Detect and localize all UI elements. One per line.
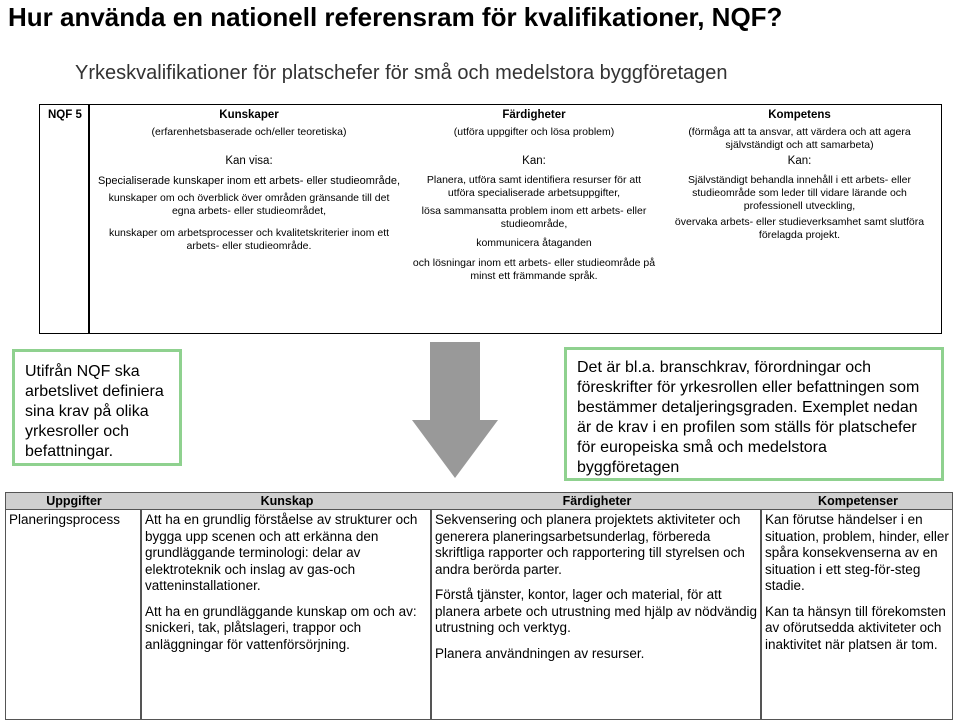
nqf-level: NQF 5	[48, 109, 82, 121]
cell-text: Sekvensering och planera projektets aktiviteter och generera planeringsarbetsunderlag, förbereda skriftliga rapporter och rapportering till styrelsen och andra berörda parter.	[435, 512, 745, 577]
nqf-column-kunskaper	[88, 109, 410, 253]
cell-text: Kan ta hänsyn till förekomsten av oförutsedda aktiviteter och inaktivitet när platsen är tom.	[765, 603, 946, 652]
box-text: Utifrån NQF ska arbetslivet definiera sina krav på olika yrkesroller och befattningar.	[25, 363, 164, 460]
cell-kunskap	[141, 510, 431, 720]
column-heading: Färdigheter	[502, 109, 566, 121]
nqf-item: övervaka arbets- eller studieverksamhet samt slutföra förelagda projekt.	[674, 216, 925, 241]
column-subheading: (förmåga att ta ansvar, att värdera och att agera självständigt och att samarbeta)	[688, 126, 911, 151]
nqf-column-fardigheter	[408, 109, 660, 283]
nqf-item: och lösningar inom ett arbets- eller studieområde på minst ett främmande språk.	[412, 257, 656, 282]
header-kunskap: Kunskap	[260, 494, 314, 508]
cell-text: Att ha en grundlig förståelse av strukturer och bygga upp scenen och att erkänna den grundläggande terminologi: delar av elektroteknik och inslag av gas-och vatteninstallationer.	[145, 512, 418, 593]
cell-fardigheter	[431, 510, 761, 720]
nqf-column-kompetens	[658, 109, 941, 242]
kan-label: Kan visa:	[225, 155, 273, 167]
column-heading: Kunskaper	[219, 109, 279, 121]
box-text: Det är bl.a. branschkrav, förordningar och föreskrifter för yrkesrollen eller befattningen som bestämmer detaljeringsgraden. Exemplet nedan är de krav i en profilen som ställs för platschefer för europeiska små och medelstora byggföretagen	[577, 359, 920, 476]
header-kompetenser: Kompetenser	[818, 494, 898, 508]
cell-text: Att ha en grundläggande kunskap om och av: snickeri, tak, plåtslageri, trappor och anläggningar för vattenförsörjning.	[145, 603, 417, 652]
nqf-item: kunskaper om arbetsprocesser och kvalitetskriterier inom ett arbets- eller studieområde.	[108, 227, 390, 252]
nqf-item: Självständigt behandla innehåll i ett arbets- eller studieområde som leder till vidare lärande och professionell utveckling,	[688, 174, 911, 212]
nqf-item: kommunicera åtaganden	[476, 237, 592, 249]
page-subtitle: Yrkeskvalifikationer för platschefer för små och medelstora byggföretagen	[75, 62, 728, 84]
nqf-usage-box	[12, 349, 182, 466]
nqf-item: Specialiserade kunskaper inom ett arbets- eller studieområde,	[97, 175, 401, 187]
cell-text: Kan förutse händelser i en situation, problem, hinder, eller spåra konsekvenserna av en situation i ett steg-för-steg stadie.	[765, 512, 949, 593]
table-header	[5, 492, 953, 510]
nqf-table	[39, 104, 942, 334]
cell-text: Förstå tjänster, kontor, lager och material, för att planera arbete och utrustning med hjälp av nödvändig utrustning och verktyg.	[435, 587, 757, 635]
requirements-box	[564, 347, 944, 481]
profile-table	[5, 492, 953, 712]
kan-label: Kan:	[787, 155, 812, 167]
header-fardigheter: Färdigheter	[562, 494, 632, 508]
header-uppgifter: Uppgifter	[46, 494, 102, 508]
column-subheading: (erfarenhetsbaserade och/eller teoretiska)	[151, 126, 347, 138]
page-title: Hur använda en nationell referensram för kvalifikationer, NQF?	[8, 2, 783, 32]
column-subheading: (utföra uppgifter och lösa problem)	[453, 126, 615, 138]
cell-uppgifter	[5, 510, 141, 720]
cell-text: Planeringsprocess	[9, 512, 121, 527]
cell-kompetenser	[761, 510, 953, 720]
nqf-item: Planera, utföra samt identifiera resurser för att utföra specialiserade arbetsuppgifter,	[426, 174, 642, 199]
nqf-item: lösa sammansatta problem inom ett arbets- eller studieområde,	[421, 205, 647, 230]
cell-text: Planera användningen av resurser.	[435, 645, 645, 661]
down-arrow-icon	[410, 340, 500, 480]
kan-label: Kan:	[522, 155, 546, 167]
nqf-item: kunskaper om och överblick över områden gränsande till det egna arbets- eller studieområdet,	[108, 192, 390, 217]
column-heading: Kompetens	[768, 109, 831, 121]
